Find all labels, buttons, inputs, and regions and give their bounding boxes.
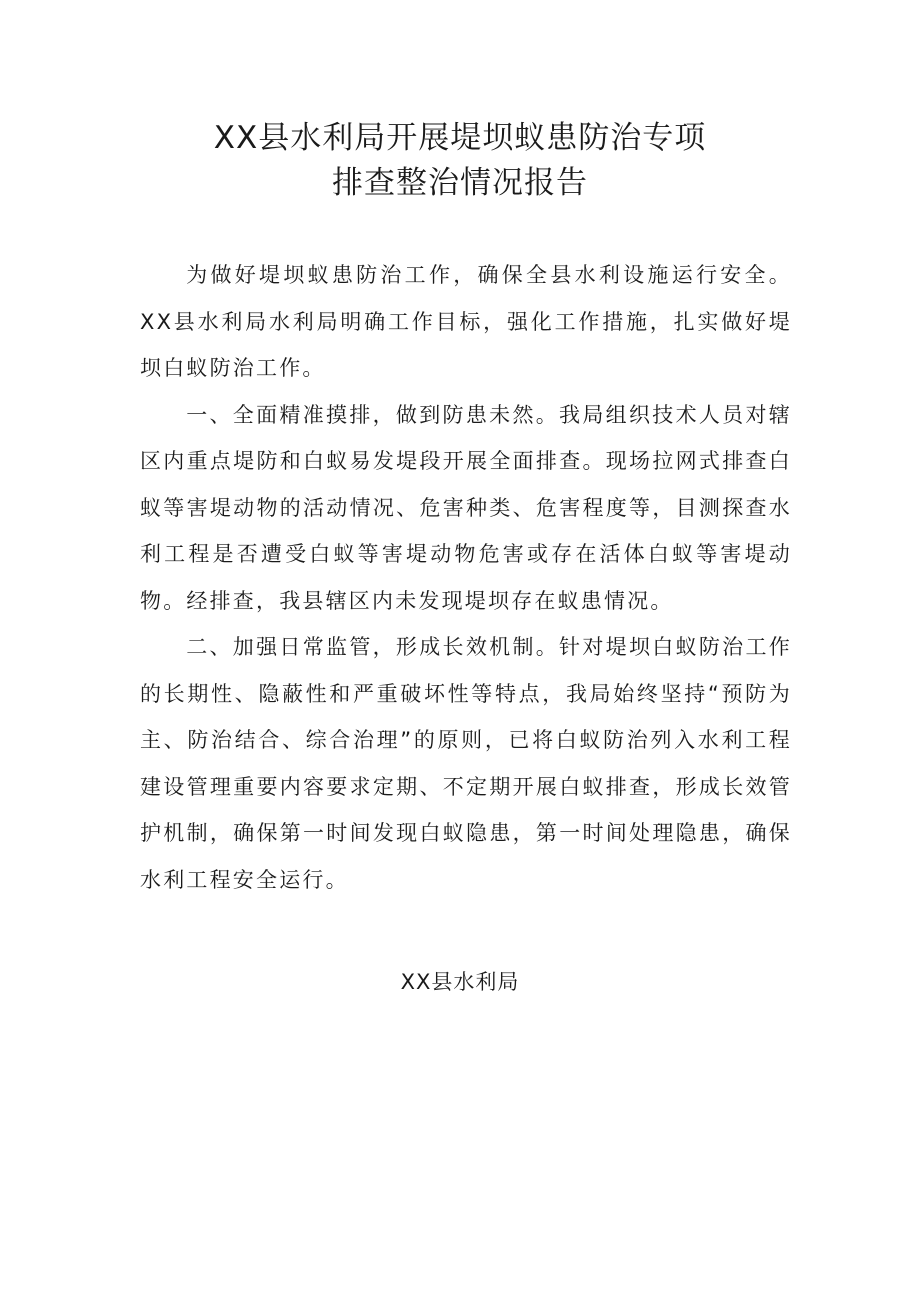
document-signature: XX县水利局 — [400, 970, 520, 994]
document-title-line-1: XX县水利局开展堤坝蚁患防治专项 — [213, 120, 707, 156]
paragraph-section-2: 二、加强日常监管，形成长效机制。针对堤坝白蚁防治工作的长期性、隐蔽性和严重破坏性等特点，我局始终坚持“预防为主、防治结合、综合治理”的原则，已将白蚁防治列入水利工程建设管理重要内容要求定期、不定期开展白蚁排查，形成长效管护机制，确保第一时间发现白蚁隐患，第一时间处理隐患，确保水利工程安全运行。 — [140, 635, 792, 892]
document-body — [140, 252, 792, 903]
paragraph-intro: 为做好堤坝蚁患防治工作，确保全县水利设施运行安全。XX县水利局水利局明确工作目标，强化工作措施，扎实做好堤坝白蚁防治工作。 — [140, 263, 792, 380]
document-title-line-2: 排查整治情况报告 — [332, 165, 588, 201]
paragraph-section-1: 一、全面精准摸排，做到防患未然。我局组织技术人员对辖区内重点堤防和白蚁易发堤段开展全面排查。现场拉网式排查白蚁等害堤动物的活动情况、危害种类、危害程度等，目测探查水利工程是否遭受白蚁等害堤动物危害或存在活体白蚁等害堤动物。经排查，我县辖区内未发现堤坝存在蚁患情况。 — [140, 402, 792, 613]
